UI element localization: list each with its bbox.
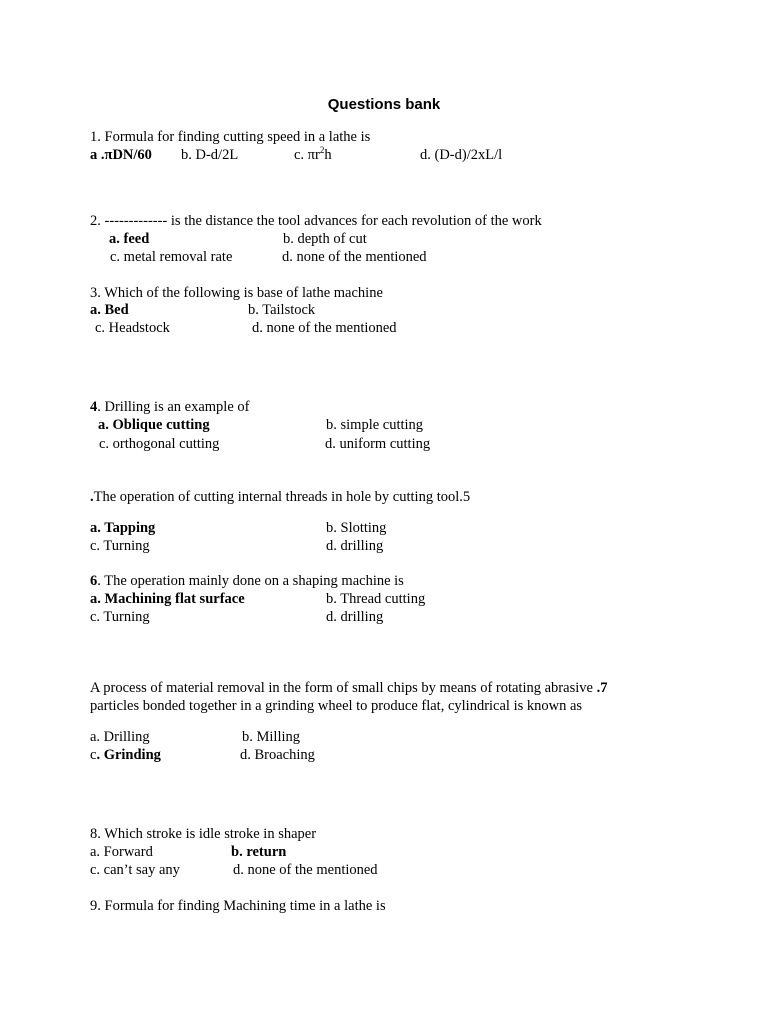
question-6-option-b: b. Thread cutting: [326, 591, 426, 607]
question-6-text: [90, 573, 404, 590]
question-7-option-c-label: . Grinding: [96, 747, 161, 763]
question-4-option-b: b. simple cutting: [326, 417, 424, 433]
question-6-option-d: d. drilling: [326, 609, 384, 625]
question-6-number: 6: [90, 573, 98, 589]
question-7-option-a: a. Drilling: [90, 729, 150, 745]
question-3-option-b: b. Tailstock: [248, 302, 316, 318]
question-7-number: .7: [592, 680, 608, 696]
question-1-option-a: a .πDN/60: [90, 147, 152, 163]
question-7-text-line-2: particles bonded together in a grinding wheel to produce flat, cylindrical is known as: [90, 698, 583, 714]
question-1-option-c-exponent: 2: [319, 145, 325, 155]
question-2-option-d: d. none of the mentioned: [282, 249, 427, 265]
question-1-option-c-prefix: c. πr: [294, 147, 320, 163]
question-8-option-c: c. can’t say any: [90, 862, 180, 878]
question-6-option-c: c. Turning: [90, 609, 150, 625]
question-1-text: 1. Formula for finding cutting speed in a lathe is: [90, 129, 371, 145]
question-6-option-a: a. Machining flat surface: [90, 591, 245, 607]
question-7-option-b: b. Milling: [242, 729, 301, 745]
question-5-option-d: d. drilling: [326, 538, 384, 554]
question-6-stem: . The operation mainly done on a shaping machine is: [97, 573, 404, 589]
question-4-stem: . Drilling is an example of: [97, 399, 250, 415]
question-1-option-c-suffix: h: [324, 147, 332, 163]
question-1-option-b: b. D-d/2L: [181, 147, 239, 163]
question-1-option-d: d. (D-d)/2xL/l: [420, 147, 503, 163]
question-2-option-a: a. feed: [109, 231, 150, 247]
question-4-option-d: d. uniform cutting: [325, 436, 431, 452]
question-2-text: 2. ------------- is the distance the tool advances for each revolution of the work: [90, 213, 542, 229]
question-2-option-b: b. depth of cut: [283, 231, 367, 247]
question-4-option-a: a. Oblique cutting: [98, 417, 210, 433]
question-7-option-c: [90, 747, 161, 764]
question-5-text: [90, 489, 470, 506]
question-3-option-d: d. none of the mentioned: [252, 320, 397, 336]
question-7-stem-line-1: A process of material removal in the form of small chips by means of rotating abrasive: [90, 680, 593, 696]
question-7-option-c-letter: c: [90, 747, 97, 763]
question-5-option-a: a. Tapping: [90, 520, 156, 536]
question-5-option-c: c. Turning: [90, 538, 150, 554]
question-5-lead: .: [90, 489, 94, 505]
question-8-text: 8. Which stroke is idle stroke in shaper: [90, 826, 317, 842]
question-3-option-c: c. Headstock: [95, 320, 170, 336]
question-4-option-c: c. orthogonal cutting: [99, 436, 220, 452]
question-7-option-d: d. Broaching: [240, 747, 315, 763]
question-4-number: 4: [90, 399, 98, 415]
question-5-stem: The operation of cutting internal threads in hole by cutting tool.5: [93, 489, 471, 505]
question-9-text: 9. Formula for finding Machining time in a lathe is: [90, 898, 386, 914]
question-5-option-b: b. Slotting: [326, 520, 387, 536]
question-3-text: 3. Which of the following is base of lathe machine: [90, 285, 383, 301]
page-title: Questions bank: [327, 96, 441, 113]
question-8-option-a: a. Forward: [90, 844, 153, 860]
question-2-option-c: c. metal removal rate: [110, 249, 233, 265]
question-3-option-a: a. Bed: [90, 302, 129, 318]
question-8-option-b: b. return: [231, 844, 287, 860]
question-1-option-c: [294, 147, 332, 164]
question-4-text: [90, 399, 249, 416]
question-8-option-d: d. none of the mentioned: [233, 862, 378, 878]
question-7-text-line-1: [90, 680, 607, 697]
